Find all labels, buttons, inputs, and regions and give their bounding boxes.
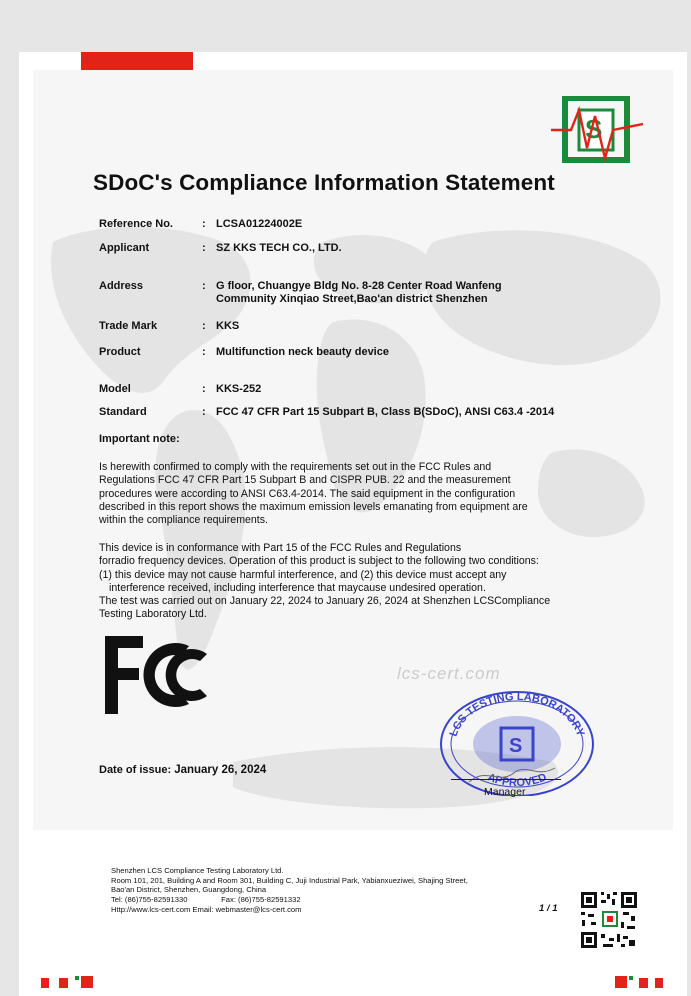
stamp-top-text: LCS TESTING LABORATORY (447, 690, 587, 739)
signature-line (451, 779, 561, 780)
paragraph-line: described in this report shows the maximum emission levels emanating from equipment are (99, 500, 528, 513)
field-label-model: Model (99, 383, 131, 395)
important-note-label: Important note: (99, 433, 180, 445)
paragraph-line: interference received, including interference that maycause undesired operation. (109, 581, 486, 594)
field-label-trade-mark: Trade Mark (99, 320, 158, 332)
footer-line: Tel: (86)755-82591330 Fax: (86)755-82591332 (111, 895, 301, 905)
watermark-text: lcs-cert.com (397, 664, 501, 683)
fcc-logo (103, 634, 213, 716)
date-of-issue (99, 764, 266, 776)
field-value-reference: LCSA01224002E (216, 218, 303, 230)
footer-line: Http://www.lcs-cert.com Email: webmaster@lcs-cert.com (111, 904, 302, 914)
paragraph-line: within the compliance requirements. (99, 514, 268, 527)
stamp-bottom-text: APPROVED (485, 771, 549, 790)
field-label-address: Address (99, 280, 144, 292)
field-value-address (216, 280, 502, 306)
paragraph-line: Is herewith confirmed to comply with the requirements set out in the FCC Rules and (99, 461, 492, 473)
field-colon: : (202, 320, 206, 332)
field-value-model: KKS-252 (216, 383, 262, 395)
date-label: Date of issue: (99, 764, 175, 776)
lcs-logo (549, 96, 645, 166)
field-value-standard: FCC 47 CFR Part 15 Subpart B, Class B(SDoC), ANSI C63.4 -2014 (216, 406, 555, 418)
date-value: January 26, 2024 (174, 764, 267, 776)
footer-line: Room 101, 201, Building A and Room 301, Building C, Juji Industrial Park, Yabianxueziwei, Shajing Street, (111, 875, 468, 885)
field-value-trade-mark: KKS (216, 320, 240, 332)
paragraph-line: (1) this device may not cause harmful interference, and (2) this device must accept any (99, 568, 507, 581)
field-label-standard: Standard (99, 406, 147, 418)
document-title: SDoC's Compliance Information Statement (93, 170, 555, 195)
paragraph-line: procedures were according to ANSI C63.4-2014. The said equipment in the configuration (99, 487, 516, 500)
compliance-paragraph (99, 461, 619, 527)
svg-text:S: S (509, 735, 523, 757)
field-colon: : (202, 280, 206, 292)
field-colon: : (202, 346, 206, 358)
certificate-page (19, 52, 687, 996)
field-label-reference: Reference No. (99, 218, 173, 230)
paragraph-line: The test was carried out on January 22, 2024 to January 26, 2024 at Shenzhen LCSCompliance (99, 595, 551, 608)
conformance-paragraph (99, 542, 619, 622)
paragraph-line: Regulations FCC 47 CFR Part 15 Subpart B and CISPR PUB. 22 and the measurement (99, 474, 511, 487)
paragraph-line: Testing Laboratory Ltd. (99, 608, 207, 621)
address-line: G floor, Chuangye Bldg No. 8-28 Center Road Wanfeng (216, 280, 502, 292)
field-colon: : (202, 242, 206, 254)
address-line: Community Xinqiao Street,Bao'an district Shenzhen (216, 293, 488, 305)
paragraph-line: forradio frequency devices. Operation of this product is subject to the following two conditions: (99, 555, 539, 568)
manager-label: Manager (484, 786, 526, 798)
field-colon: : (202, 383, 206, 395)
field-label-product: Product (99, 346, 141, 358)
footer-line: Shenzhen LCS Compliance Testing Laboratory Ltd. (111, 866, 284, 875)
field-colon: : (202, 218, 206, 230)
paragraph-line: This device is in conformance with Part 15 of the FCC Rules and Regulations (99, 542, 462, 554)
field-value-applicant: SZ KKS TECH CO., LTD. (216, 242, 342, 254)
page-number: 1 / 1 (539, 903, 558, 914)
header-red-tab (81, 52, 193, 70)
field-value-product: Multifunction neck beauty device (216, 346, 389, 358)
field-colon: : (202, 406, 206, 418)
svg-text:S: S (585, 114, 603, 144)
qr-code (579, 890, 639, 950)
footer-line: Bao'an District, Shenzhen, Guangdong, China (111, 885, 267, 895)
footer-address (111, 866, 468, 915)
field-label-applicant: Applicant (99, 242, 150, 254)
